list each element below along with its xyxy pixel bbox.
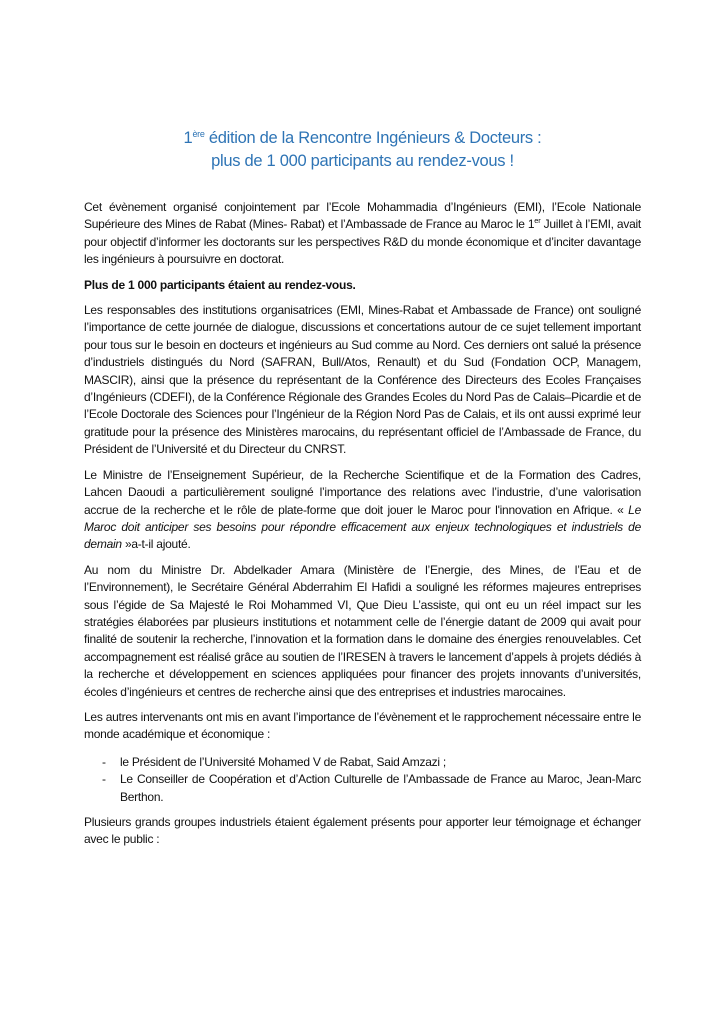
page-title (84, 127, 641, 173)
title-edition-number: 1 (183, 129, 193, 147)
amara-paragraph: Au nom du Ministre Dr. Abdelkader Amara (Ministère de l’Energie, des Mines, de l’Eau et de l’Environnement), le Secrétaire Général Abderrahim El Hafidi a souligné les réformes majeures entreprises sous l’égide de Sa Majesté le Roi Mohammed VI, Que Dieu L’assiste, qui ont eu un réel impact sur les stratégies élaborées par plusieurs institutions et notamment celle de l’énergie datant de 2009 qui avait pour finalité de soutenir la recherche, l’innovation et la formation dans le domaine des énergies renouvelables. Cet accompagnement est réalisé grâce au soutien de l’IRESEN à travers le lancement d’appels à projets dédiés à la recherche et développement en sciences appliquées pour financer des projets innovants d’universités, écoles d’ingénieurs et centres de recherche ainsi que des entreprises et industries marocaines. (84, 562, 641, 699)
ministre-text-b: »a-t-il ajouté. (121, 537, 191, 552)
list-item-text: Le Conseiller de Coopération et d’Action Culturelle de l’Ambassade de France au Maroc, Jean-Marc Berthon. (120, 772, 641, 804)
dash-bullet-icon: - (102, 772, 106, 787)
ordinal-suffix: er (534, 216, 541, 226)
intro-paragraph (84, 199, 641, 269)
title-line-1 (84, 127, 641, 150)
ministre-paragraph (84, 467, 641, 554)
title-line-1-text: édition de la Rencontre Ingénieurs & Docteurs : (204, 129, 542, 147)
intro-text-b: Juillet à l’EMI, avait pour objectif d’informer les doctorants sur les perspectives R&D du monde économique et d’inciter davantage les ingénieurs à poursuivre en doctorat. (84, 217, 641, 267)
article-body (84, 199, 641, 857)
autres-paragraph: Les autres intervenants ont mis en avant l’importance de l’évènement et le rapprochement nécessaire entre le monde académique et économique : (84, 709, 641, 742)
ministre-text-a: Le Ministre de l’Enseignement Supérieur, de la Recherche Scientifique et de la Formation des Cadres, Lahcen Daoudi a particulièrement souligné l’importance des relations avec l’industrie, d’une valorisation accrue de la recherche et le rôle de plate-forme que doit jouer le Maroc pour l'innovation en Afrique. « (84, 467, 641, 517)
list-item (84, 771, 641, 806)
list-item (84, 754, 641, 771)
groupes-paragraph: Plusieurs grands groupes industriels étaient également présents pour apporter leur témoignage et échanger avec le public : (84, 815, 641, 847)
title-ordinal-suffix: ère (192, 129, 205, 139)
list-item-text: le Président de l’Université Mohamed V de Rabat, Said Amzazi ; (120, 754, 447, 769)
responsables-paragraph: Les responsables des institutions organisatrices (EMI, Mines-Rabat et Ambassade de France) ont souligné l’importance de cette journée de dialogue, discussions et concertations autour de ce sujet tellement important pour tous sur le besoin en docteurs et ingénieurs au Sud comme au Nord. Ces derniers ont salué la présence d’industriels distingués du Nord (SAFRAN, Bull/Atos, Renault) et du Sud (Fondation OCP, Managem, MASCIR), ainsi que la présence du représentant de la Conférence des Directeurs des Ecoles Françaises d’Ingénieurs (CDEFI), de la Conférence Régionale des Grandes Ecoles du Nord Pas de Calais–Picardie et de l’Ecole Doctorale des Sciences pour l’Ingénieur de la Région Nord Pas de Calais, et ils ont aussi exprimé leur gratitude pour la présence des Ministères marocains, du représentant officiel de l’Ambassade de France, du Président de l’Université et du Directeur du CNRST. (84, 303, 641, 457)
ministre-quote: Le Maroc doit anticiper ses besoins pour répondre efficacement aux enjeux technologiques et industriels de demain (84, 502, 641, 552)
speakers-list (84, 754, 641, 806)
intro-text-a: Cet évènement organisé conjointement par l’Ecole Mohammadia d’Ingénieurs (EMI), l’Ecole Nationale Supérieure des Mines de Rabat (Mines- Rabat) et l’Ambassade de France au Maroc le 1 (84, 200, 641, 232)
subheading: Plus de 1 000 participants étaient au rendez-vous. (84, 277, 356, 292)
title-line-2: plus de 1 000 participants au rendez-vous ! (211, 152, 514, 170)
dash-bullet-icon: - (102, 754, 106, 769)
